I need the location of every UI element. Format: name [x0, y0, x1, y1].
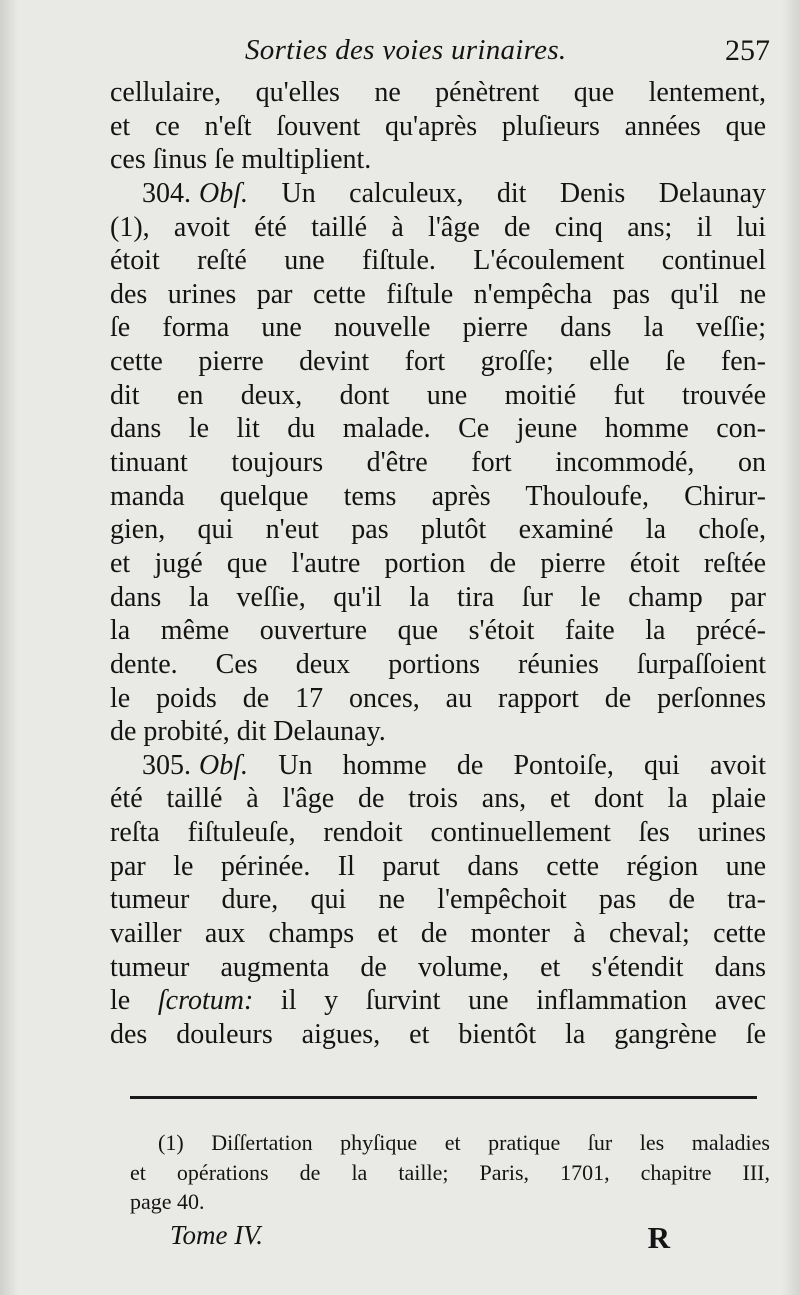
text-line: cellulaire, qu'elles ne pénètrent que lentement,	[110, 77, 766, 108]
left-page-edge	[0, 0, 18, 1295]
text-line: été taillé à l'âge de trois ans, et dont la plaie	[110, 783, 766, 815]
text-line: Un calculeux, dit Denis Delaunay	[281, 177, 766, 209]
text-line: de probité, dit Delaunay.	[110, 716, 386, 748]
text-line: la même ouverture que s'étoit faite la précé-	[110, 615, 766, 647]
text-line: des urines par cette fiſtule n'empêcha pas qu'il ne	[110, 278, 766, 310]
footnote-line: et opérations de la taille; Paris, 1701, chapitre III,	[130, 1159, 770, 1185]
observation-label: Obſ.	[199, 177, 248, 209]
text-line: (1), avoit été taillé à l'âge de cinq ans; il lui	[110, 211, 766, 243]
text-line: tinuant toujours d'être fort incommodé, on	[110, 447, 766, 479]
volume-mark: Tome IV.	[170, 1220, 264, 1250]
text-line: gien, qui n'eut pas plutôt examiné la choſe,	[110, 514, 766, 546]
text-line: dans la veſſie, qu'il la tira ſur le champ par	[110, 581, 766, 613]
sheet-signature-mark: R	[647, 1220, 670, 1255]
running-head	[110, 34, 770, 74]
observation-label: Obſ.	[199, 749, 248, 781]
footnote-rule	[130, 1096, 757, 1099]
body-text	[110, 76, 766, 1052]
scrotum-line	[110, 984, 766, 1018]
footnote-line: (1) Diſſertation phyſique et pratique ſur les maladies	[158, 1130, 770, 1155]
text-line: ſe forma une nouvelle pierre dans la veſſie;	[110, 312, 766, 344]
text-line: il y ſurvint une inflammation avec	[280, 985, 766, 1017]
footnote-line: page 40.	[130, 1189, 205, 1214]
text-line: dit en deux, dont une moitié fut trouvée	[110, 379, 766, 411]
footnote	[130, 1128, 770, 1217]
text-line: étoit reſté une fiſtule. L'écoulement continuel	[110, 245, 766, 277]
text-line: Un homme de Pontoiſe, qui avoit	[278, 749, 766, 781]
text-line: par le périnée. Il parut dans cette région une	[110, 850, 766, 882]
text-line: le poids de 17 onces, au rapport de perſonnes	[110, 682, 766, 714]
page-number: 257	[725, 34, 770, 67]
observation-number: 305.	[142, 749, 191, 781]
text-line: dente. Ces deux portions réunies ſurpaſſoient	[110, 648, 766, 680]
text-line: et ce n'eſt ſouvent qu'après pluſieurs années que	[110, 110, 766, 142]
text-line: vailler aux champs et de monter à cheval; cette	[110, 918, 766, 950]
text-line: des douleurs aigues, et bientôt la gangrène ſe	[110, 1018, 766, 1050]
text-line: ces ſinus ſe multiplient.	[110, 144, 372, 176]
text-fragment: le	[110, 985, 131, 1017]
text-line: tumeur dure, qui ne l'empêchoit pas de tra-	[110, 884, 766, 916]
text-line: et jugé que l'autre portion de pierre étoit reſtée	[110, 547, 766, 579]
observation-304-heading-line	[110, 177, 766, 211]
right-page-edge	[782, 0, 800, 1295]
italic-term: ſcrotum:	[157, 985, 254, 1017]
running-title: Sorties des voies urinaires.	[245, 34, 567, 66]
text-line: dans le lit du malade. Ce jeune homme con-	[110, 413, 766, 445]
text-line: cette pierre devint fort groſſe; elle ſe fen-	[110, 346, 766, 378]
text-line: tumeur augmenta de volume, et s'étendit dans	[110, 951, 766, 983]
signature-line	[170, 1220, 670, 1256]
text-line: reſta fiſtuleuſe, rendoit continuellement ſes urines	[110, 817, 766, 849]
observation-number: 304.	[142, 177, 191, 209]
text-line: manda quelque tems après Thouloufe, Chirur-	[110, 480, 766, 512]
observation-305-heading-line	[110, 749, 766, 783]
